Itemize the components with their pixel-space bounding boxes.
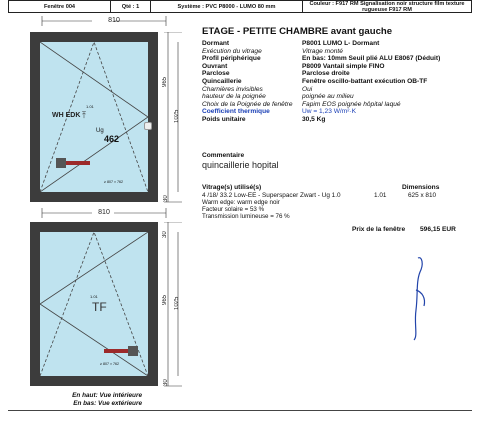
glazing-qty: 1.01	[374, 192, 387, 199]
spec-value: Vitrage monté	[302, 47, 343, 55]
spec-row	[202, 108, 462, 116]
spec-row	[202, 55, 462, 63]
spec-value: Parclose droite	[302, 70, 350, 78]
glazing-label: Vitrage(s) utilisé(s)	[202, 184, 262, 191]
comment-text: quincaillerie hopital	[202, 160, 279, 170]
price-value: 596,15 EUR	[420, 226, 456, 233]
top-window-dim-text: ≥ 807 × 762	[104, 180, 124, 184]
spec-row	[202, 63, 462, 71]
spec-row	[202, 93, 462, 101]
bottom-inner-height-label: 965	[162, 295, 168, 306]
spec-row	[202, 40, 462, 48]
top-window-small-label: 1.01	[86, 104, 94, 109]
spec-value: En bas: 10mm Seuil plié ALU E8067 (Déduit)	[302, 55, 441, 63]
spec-key: Quincaillerie	[202, 77, 242, 85]
spec-row	[202, 78, 462, 86]
window-id: Fenêtre 004	[9, 1, 111, 12]
color-spec: Couleur : F917 RM Signalisation noir structure film texture rugueuse F917 RM	[309, 0, 465, 13]
spec-key: Profil périphérique	[202, 55, 261, 63]
bottom-top-bar-label: 30	[162, 231, 168, 238]
spec-key: hauteur de la poignée	[202, 93, 266, 101]
spec-key: Coefficient thermique	[202, 108, 270, 116]
page-title: ETAGE - PETITE CHAMBRE avant gauche	[202, 26, 393, 37]
bottom-bottom-bar-label: 30	[163, 379, 169, 386]
bottom-height-label: 1025	[174, 296, 180, 310]
bottom-width-label: 810	[98, 209, 110, 216]
spec-value: Oui	[302, 85, 313, 93]
bottom-glazing-bead-icon	[104, 344, 140, 358]
spec-key: Choix de la Poignée de fenêtre	[202, 100, 293, 108]
spec-key: Dormant	[202, 40, 230, 47]
inner-height-label: 965	[162, 77, 168, 88]
spec-key: Parclose	[202, 70, 230, 78]
spec-key: Ouvrant	[202, 62, 228, 70]
glazing-note: Facteur solaire = 53 %	[202, 206, 265, 213]
glazing-notes	[202, 199, 290, 220]
spec-value: P8009 Vantail simple FINO	[302, 62, 385, 70]
header-table	[8, 0, 472, 13]
top-width-label: 810	[108, 17, 120, 24]
ug-label: Ug	[96, 128, 104, 134]
bottom-window-dim-text: ≥ 807 × 762	[100, 362, 120, 366]
bottom-window-label: TF	[92, 300, 107, 314]
spec-value: poignée au milieu	[302, 93, 354, 101]
footer-note-exterior: En bas: Vue extérieure	[73, 400, 142, 407]
glazing-dimensions-header: Dimensions	[402, 184, 440, 191]
system: Système : PVC P8000 - LUMO 80 mm	[151, 1, 303, 12]
spec-value: P8001 LUMO L- Dormant	[302, 40, 380, 47]
spec-value: Fenêtre oscillo-battant exécution OB-TF	[302, 77, 428, 85]
comment-label: Commentaire	[202, 152, 245, 159]
glazing-note: Transmission lumineuse = 76 %	[202, 213, 290, 220]
spec-value: Uw = 1,23 W/m²·K	[302, 108, 357, 116]
ug-value: 462	[104, 134, 120, 144]
top-window-label: WH EDK	[52, 112, 81, 119]
footer-divider	[8, 410, 472, 411]
spec-key: Exécution du vitrage	[202, 47, 262, 55]
glazing-note: Warm edge: warm edge noir	[202, 199, 280, 206]
handle-icon	[144, 122, 152, 130]
arrow-up-icon: ⤒	[82, 110, 86, 120]
footer-note-interior: En haut: Vue intérieure	[72, 392, 142, 399]
glazing-dims: 625 x 810	[408, 192, 437, 199]
spec-key: Charnières invisibles	[202, 85, 263, 93]
height-label: 1025	[174, 109, 180, 123]
price-label: Prix de la fenêtre	[352, 226, 406, 233]
spec-row	[202, 70, 462, 78]
bottom-window-small-label: 1.01	[90, 294, 98, 299]
top-bar-label: 30	[163, 195, 169, 202]
glazing-bead-icon	[56, 156, 92, 170]
spec-value: Fapim EOS poignée hôpital laqué	[302, 100, 401, 108]
spec-row	[202, 116, 462, 124]
spec-value: 30,5 Kg	[302, 115, 326, 123]
spec-row	[202, 101, 462, 109]
quantity: Qté : 1	[111, 1, 151, 12]
spec-row	[202, 48, 462, 56]
top-height-dimension	[160, 32, 184, 204]
spec-list	[202, 40, 462, 124]
glazing-line: 4 /18/ 33.2 Low-EE - Superspacer Zwart - Ug 1.0	[202, 192, 341, 199]
signature-mark	[404, 254, 434, 344]
spec-key: Poids unitaire	[202, 115, 246, 123]
spec-row	[202, 86, 462, 94]
